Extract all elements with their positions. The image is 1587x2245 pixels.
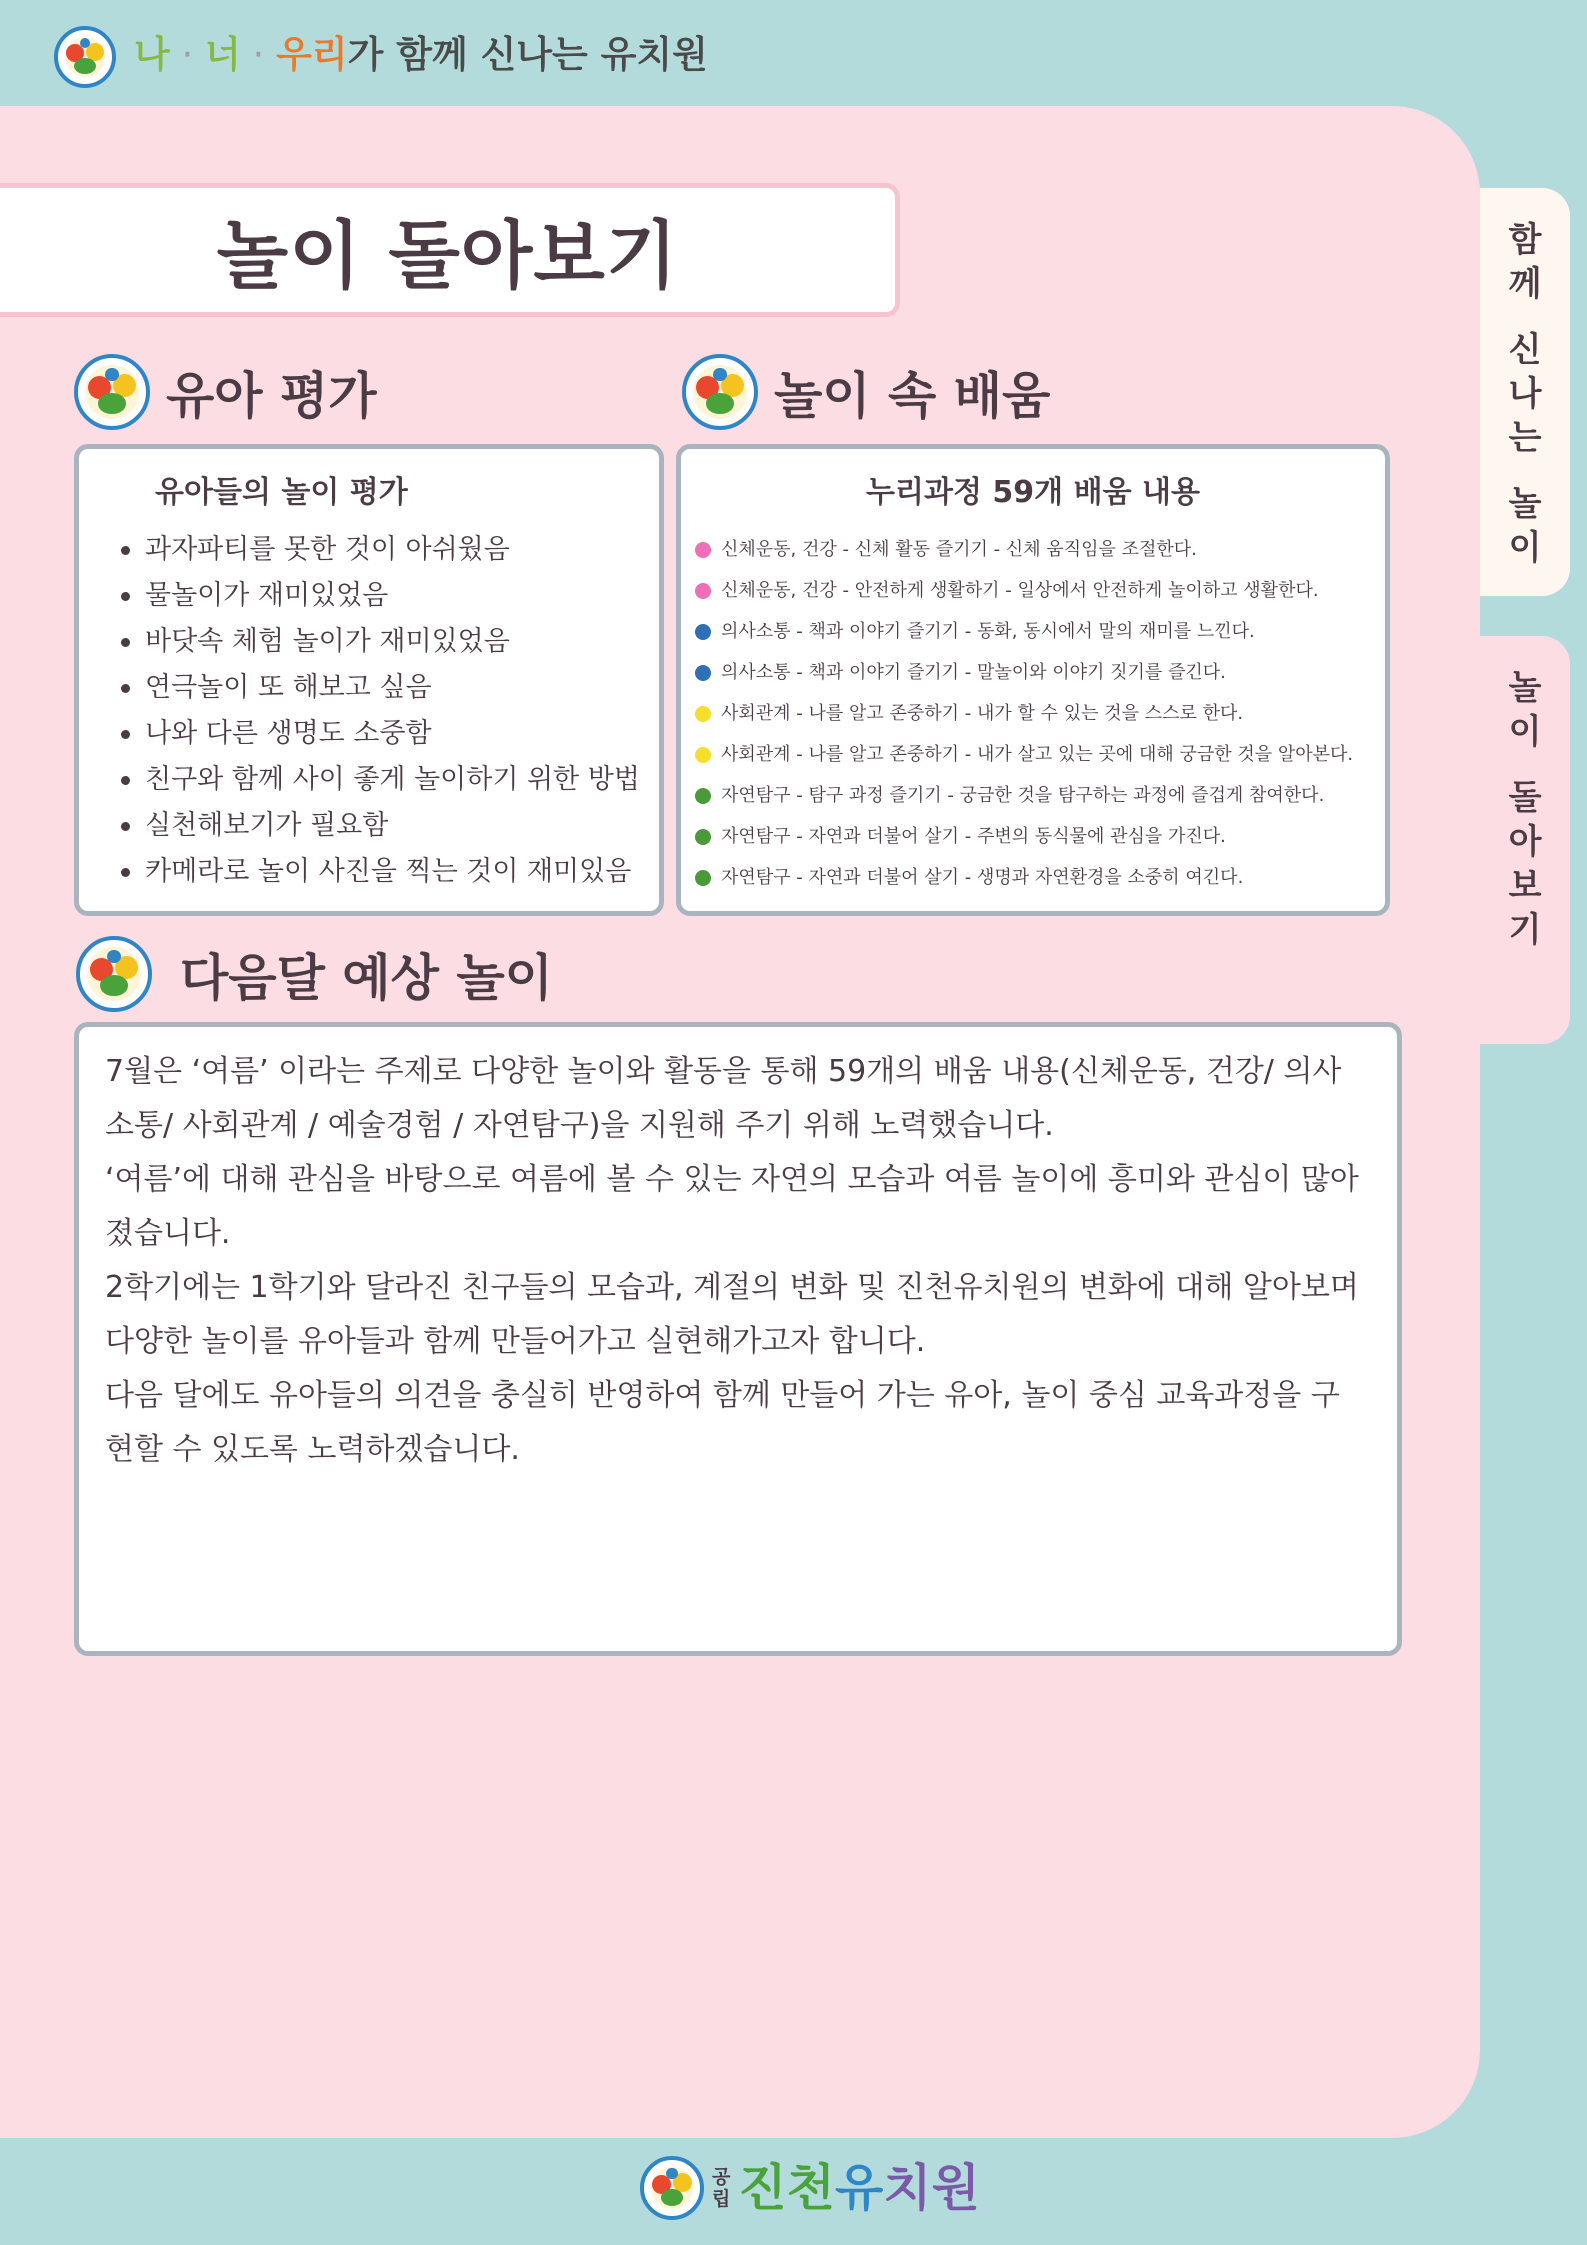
bullet-dot-icon: [695, 665, 711, 681]
footer: [640, 2156, 980, 2220]
learning-item: [695, 611, 1353, 652]
learning-item: [695, 857, 1353, 898]
learning-item: [695, 570, 1353, 611]
learning-item: [695, 652, 1353, 693]
kindergarten-logo-icon: [640, 2156, 704, 2220]
footer-public-char: 공: [712, 2166, 731, 2188]
next-month-text: [105, 1045, 1375, 1477]
header-title-na: 나: [134, 33, 170, 76]
next-month-card: [74, 1022, 1402, 1656]
kindergarten-logo-icon: [74, 354, 150, 430]
footer-public-label: [712, 2166, 730, 2210]
next-month-line: 소통/ 사회관계 / 예술경험 / 자연탐구)을 지원해 주기 위해 노력했습니다.: [105, 1108, 1054, 1143]
learning-card: [676, 444, 1390, 916]
evaluation-list: [119, 527, 640, 895]
learning-item: [695, 693, 1353, 734]
footer-kindergarten-name: [738, 2158, 980, 2218]
bullet-dot-icon: [695, 747, 711, 763]
next-month-line: 다양한 놀이를 유아들과 함께 만들어가고 실현해가고자 합니다.: [105, 1324, 926, 1359]
learning-item-text: 신체운동, 건강 - 안전하게 생활하기 - 일상에서 안전하게 놀이하고 생활한다.: [721, 580, 1319, 601]
section-heading: 다음달 예상 놀이: [180, 949, 553, 1007]
tab-together-play[interactable]: [1480, 188, 1570, 596]
learning-item: [695, 734, 1353, 775]
section-header-learning: [682, 354, 1050, 430]
learning-item-text: 의사소통 - 책과 이야기 즐기기 - 말놀이와 이야기 짓기를 즐긴다.: [721, 662, 1226, 683]
section-header-evaluation: [74, 354, 377, 430]
section-header-next-month: [76, 936, 553, 1012]
evaluation-item: 친구와 함께 사이 좋게 놀이하기 위한 방법: [119, 757, 640, 803]
next-month-line: 다음 달에도 유아들의 의견을 충실히 반영하여 함께 만들어 가는 유아, 놀이 중심 교육과정을 구: [105, 1378, 1340, 1413]
kindergarten-logo-icon: [76, 936, 152, 1012]
evaluation-item: 실천해보기가 필요함: [119, 803, 640, 849]
learning-item-text: 사회관계 - 나를 알고 존중하기 - 내가 살고 있는 곳에 대해 궁금한 것을 알아본다.: [721, 744, 1354, 765]
learning-card-title: 누리과정 59개 배움 내용: [866, 475, 1200, 510]
evaluation-item: 과자파티를 못한 것이 아쉬웠음: [119, 527, 640, 573]
tab-label: 놀 이 돌 아 보 기: [1508, 668, 1542, 950]
tab-label: 함 께 신 나 는 놀 이: [1508, 220, 1542, 568]
kindergarten-logo-icon: [682, 354, 758, 430]
learning-list: [695, 529, 1353, 898]
bullet-dot-icon: [695, 583, 711, 599]
kindergarten-logo-icon: [54, 26, 116, 88]
evaluation-item: 나와 다른 생명도 소중함: [119, 711, 640, 757]
evaluation-card: [74, 444, 664, 916]
header-title-uri: 우리: [276, 33, 348, 76]
bullet-dot-icon: [695, 706, 711, 722]
next-month-line: 7월은 ‘여름’ 이라는 주제로 다양한 놀이와 활동을 통해 59개의 배움 내용(신체운동, 건강/ 의사: [105, 1054, 1342, 1089]
bullet-dot-icon: [695, 829, 711, 845]
learning-item: [695, 529, 1353, 570]
learning-item-text: 자연탐구 - 자연과 더불어 살기 - 생명과 자연환경을 소중히 여긴다.: [721, 867, 1244, 888]
next-month-line: 2학기에는 1학기와 달라진 친구들의 모습과, 계절의 변화 및 진천유치원의 변화에 대해 알아보며: [105, 1270, 1359, 1305]
title-box: [0, 183, 900, 317]
section-heading: 유아 평가: [166, 367, 377, 425]
header-title: [134, 27, 708, 83]
header-title-neo: 너: [205, 33, 241, 76]
tab-play-review[interactable]: [1480, 636, 1570, 1044]
footer-name-part: 유: [834, 2159, 884, 2217]
evaluation-card-title: 유아들의 놀이 평가: [155, 475, 408, 510]
next-month-line: 현할 수 있도록 노력하겠습니다.: [105, 1432, 520, 1467]
learning-item-text: 신체운동, 건강 - 신체 활동 즐기기 - 신체 움직임을 조절한다.: [721, 539, 1197, 560]
footer-name-part: 진천: [738, 2159, 835, 2217]
bullet-dot-icon: [695, 624, 711, 640]
evaluation-item: 카메라로 놀이 사진을 찍는 것이 재미있음: [119, 849, 640, 895]
next-month-line: ‘여름’에 대해 관심을 바탕으로 여름에 볼 수 있는 자연의 모습과 여름 놀이에 흥미와 관심이 많아: [105, 1162, 1359, 1197]
header-title-separator: ·: [169, 33, 206, 76]
bullet-dot-icon: [695, 788, 711, 804]
learning-item: [695, 816, 1353, 857]
footer-public-char: 립: [712, 2188, 731, 2210]
bullet-dot-icon: [695, 870, 711, 886]
learning-item-text: 의사소통 - 책과 이야기 즐기기 - 동화, 동시에서 말의 재미를 느낀다.: [721, 621, 1255, 642]
evaluation-item: 바닷속 체험 놀이가 재미있었음: [119, 619, 640, 665]
footer-name-part: 치원: [883, 2159, 980, 2217]
learning-item-text: 사회관계 - 나를 알고 존중하기 - 내가 할 수 있는 것을 스스로 한다.: [721, 703, 1244, 724]
evaluation-item: 물놀이가 재미있었음: [119, 573, 640, 619]
learning-item-text: 자연탐구 - 자연과 더불어 살기 - 주변의 동식물에 관심을 가진다.: [721, 826, 1226, 847]
next-month-line: 졌습니다.: [105, 1216, 231, 1251]
evaluation-item: 연극놀이 또 해보고 싶음: [119, 665, 640, 711]
learning-item: [695, 775, 1353, 816]
header-title-rest: 가 함께 신나는 유치원: [347, 33, 708, 76]
learning-item-text: 자연탐구 - 탐구 과정 즐기기 - 궁금한 것을 탐구하는 과정에 즐겁게 참여한다.: [721, 785, 1325, 806]
section-heading: 놀이 속 배움: [774, 367, 1051, 425]
bullet-dot-icon: [695, 542, 711, 558]
header-title-separator: ·: [240, 33, 277, 76]
page-title: 놀이 돌아보기: [216, 213, 679, 299]
